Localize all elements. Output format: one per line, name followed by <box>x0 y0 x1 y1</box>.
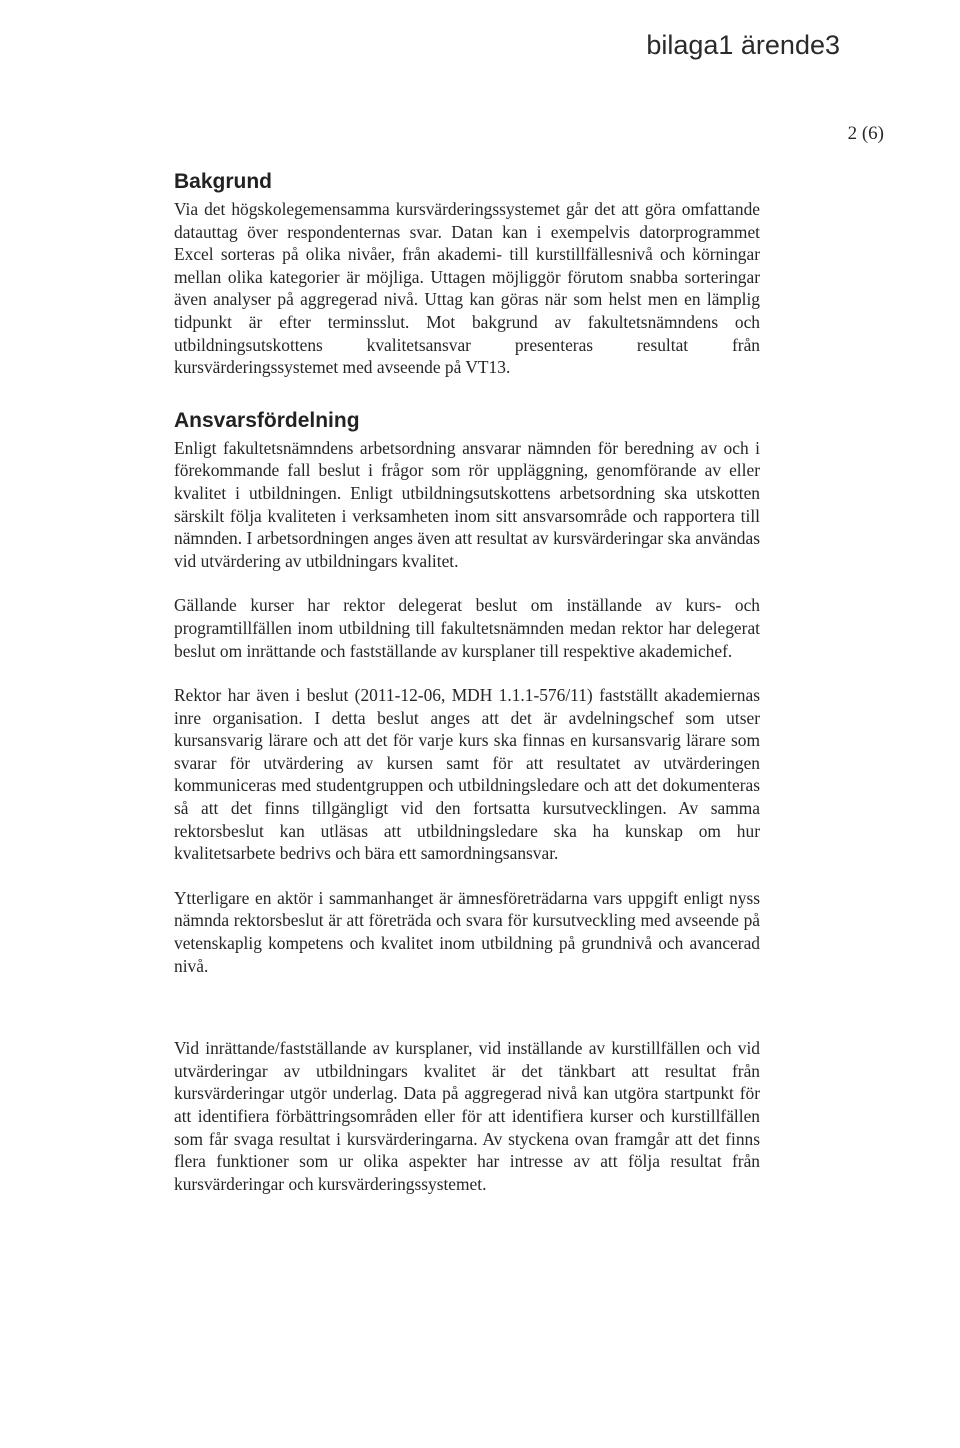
section-bakgrund <box>174 168 760 379</box>
page-number: 2 (6) <box>847 123 884 144</box>
paragraph: Enligt fakultetsnämndens arbetsordning ansvarar nämnden för beredning av och i förekommande fall beslut i frågor som rör uppläggning, genomförande av eller kvalitet i utbildningen. Enligt utbildningsutskottens arbetsordning ska utskotten särskilt följa kvaliteten i verksamheten inom sitt ansvarsområde och rapportera till nämnden. I arbetsordningen anges även att resultat av kursvärderingar ska användas vid utvärdering av utbildningars kvalitet. <box>174 437 760 571</box>
paragraph: Vid inrättande/fastställande av kursplaner, vid inställande av kurstillfällen och vid utvärderingar av utbildningars kvalitet är det tänkbart att resultat från kursvärderingar utgör underlag. Data på aggregerad nivå kan utgöra startpunkt för att identifiera förbättringsområden eller för att identifiera kurser och kurstillfällen som får svaga resultat i kursvärderingarna. Av styckena ovan framgår att det finns flera funktioner som ur olika aspekter har intresse av att följa resultat från kursvärderingar och kursvärderingssystemet. <box>174 1038 760 1194</box>
document-body <box>174 168 760 1195</box>
paragraph: Gällande kurser har rektor delegerat beslut om inställande av kurs- och programtillfällen inom utbildning till fakultetsnämnden medan rektor har delegerat beslut om inrättande och fastställande av kursplaner till respektive akademichef. <box>174 595 760 661</box>
paragraph: Ytterligare en aktör i sammanhanget är ämnesföreträdarna vars uppgift enligt nyss nämnda rektorsbeslut är att företräda och svara för kursutveckling med avseende på vetenskaplig kompetens och kvalitet inom utbildning på grundnivå och avancerad nivå. <box>174 887 760 976</box>
paragraph: Rektor har även i beslut (2011-12-06, MDH 1.1.1-576/11) fastställt akademiernas inre organisation. I detta beslut anges att det är avdelningschef som utser kursansvarig lärare och att det för varje kurs ska finnas en kursansvarig lärare som svarar för utvärdering av kursen samt för att resultatet av utvärderingen kommuniceras med studentgruppen och utbildningsledare och att det dokumenteras så att det finns tillgängligt vid den fortsatta kursutvecklingen. Av samma rektorsbeslut kan utläsas att utbildningsledare ska ha kunskap om hur kvalitetsarbete bedrivs och bära ett samordningsansvar. <box>174 685 760 864</box>
section-ansvarsfordelning <box>174 407 760 1196</box>
paragraph: Via det högskolegemensamma kursvärderingssystemet går det att göra omfattande datauttag över respondenternas svar. Datan kan i exempelvis datorprogrammet Excel sorteras på olika nivåer, från akademi- till kurstillfällesnivå och körningar mellan olika kategorier är möjliga. Uttagen möjliggör förutom snabba sorteringar även analyser på aggregerad nivå. Uttag kan göras när som helst men en lämplig tidpunkt är efter terminsslut. Mot bakgrund av fakultetsnämndens och utbildningsutskottens kvalitetsansvar presenteras resultat från kursvärderingssystemet med avseende på VT13. <box>174 199 760 378</box>
document-label: bilaga1 ärende3 <box>646 30 840 60</box>
section-heading: Bakgrund <box>174 170 273 193</box>
section-heading: Ansvarsfördelning <box>174 408 360 432</box>
